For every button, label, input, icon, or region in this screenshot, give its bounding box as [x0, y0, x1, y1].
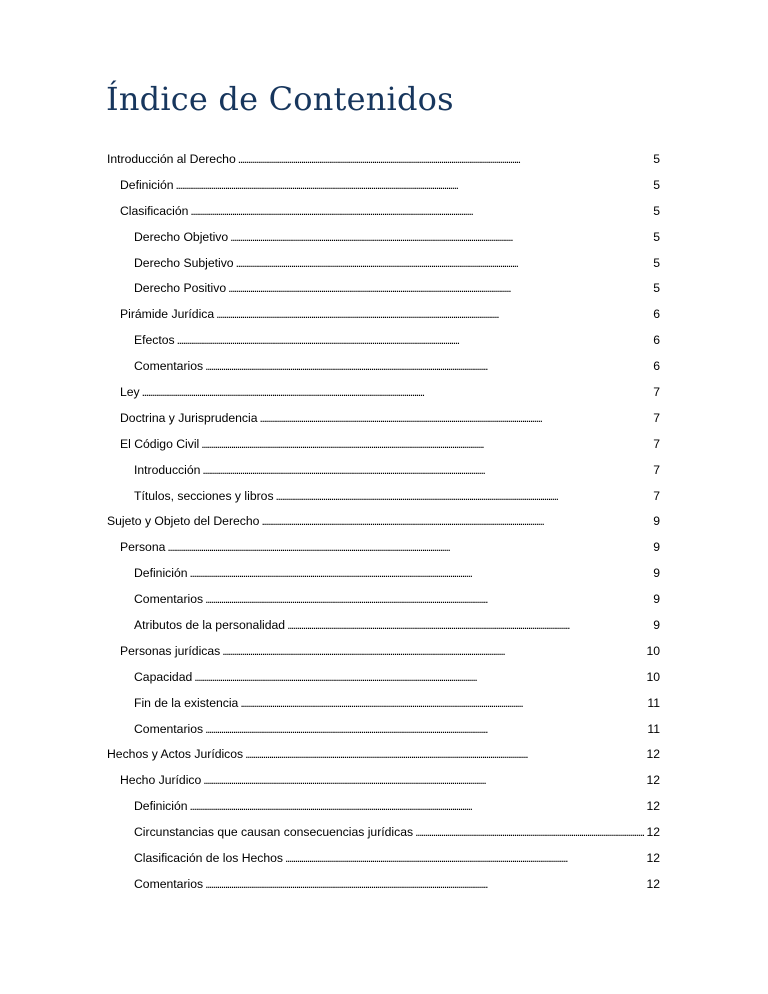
- dot-leader: [287, 613, 651, 639]
- toc-entry[interactable]: [0, 199, 660, 225]
- toc-entry[interactable]: [0, 587, 660, 613]
- toc-entry[interactable]: [0, 613, 660, 639]
- toc-page-number[interactable]: 7: [653, 385, 660, 400]
- toc-page-number[interactable]: 6: [653, 333, 660, 348]
- toc-entry-text[interactable]: Comentarios: [134, 876, 204, 891]
- toc-entry[interactable]: [0, 276, 660, 302]
- toc-page-number[interactable]: 7: [653, 436, 660, 451]
- toc-entry[interactable]: [0, 742, 660, 768]
- toc-page-number[interactable]: 10: [646, 643, 660, 658]
- dot-leader: [202, 458, 651, 484]
- toc-entry[interactable]: [0, 225, 660, 251]
- toc-entry-text[interactable]: Comentarios: [134, 721, 204, 736]
- toc-entry[interactable]: [0, 380, 660, 406]
- toc-entry[interactable]: [0, 872, 660, 898]
- toc-page-number[interactable]: 9: [653, 592, 660, 607]
- toc-entry[interactable]: [0, 484, 660, 510]
- toc-entry[interactable]: [0, 432, 660, 458]
- dot-leader: [176, 173, 652, 199]
- toc-entry[interactable]: [0, 561, 660, 587]
- toc-page-number[interactable]: 12: [646, 876, 660, 891]
- toc-page-number[interactable]: 11: [647, 695, 660, 710]
- toc-entry[interactable]: [0, 406, 660, 432]
- toc-entry-text[interactable]: Persona: [120, 540, 166, 555]
- toc-entry-text[interactable]: Pirámide Jurídica: [120, 307, 215, 322]
- toc-page-number[interactable]: 12: [646, 799, 660, 814]
- toc-entry-text[interactable]: Definición: [134, 566, 188, 581]
- toc-page-number[interactable]: 7: [653, 410, 660, 425]
- dot-leader: [228, 276, 651, 302]
- toc-page-number[interactable]: 12: [646, 825, 660, 840]
- toc-entry-text[interactable]: Introducción: [134, 462, 201, 477]
- toc-entry-text[interactable]: Circunstancias que causan consecuencias jurídicas: [134, 825, 414, 840]
- table-of-contents: [0, 147, 768, 898]
- toc-entry-text[interactable]: Sujeto y Objeto del Derecho: [107, 514, 260, 529]
- toc-entry[interactable]: [0, 794, 660, 820]
- toc-page-number[interactable]: 9: [653, 618, 660, 633]
- dot-leader: [245, 742, 644, 768]
- toc-page-number[interactable]: 12: [646, 747, 660, 762]
- toc-page-number[interactable]: 5: [653, 255, 660, 270]
- dot-leader: [261, 509, 651, 535]
- dot-leader: [415, 820, 644, 846]
- toc-entry-text[interactable]: Comentarios: [134, 359, 204, 374]
- toc-entry[interactable]: [0, 458, 660, 484]
- dot-leader: [260, 406, 652, 432]
- dot-leader: [167, 535, 651, 561]
- dot-leader: [236, 251, 652, 277]
- toc-entry[interactable]: [0, 354, 660, 380]
- dot-leader: [222, 639, 644, 665]
- toc-entry-text[interactable]: Derecho Subjetivo: [134, 255, 234, 270]
- toc-page-number[interactable]: 5: [653, 177, 660, 192]
- dot-leader: [216, 302, 651, 328]
- toc-entry-text[interactable]: Derecho Objetivo: [134, 229, 229, 244]
- toc-page-number[interactable]: 5: [653, 152, 660, 166]
- dot-leader: [190, 561, 652, 587]
- toc-entry[interactable]: [0, 717, 660, 743]
- dot-leader: [238, 147, 652, 173]
- dot-leader: [190, 794, 645, 820]
- toc-page-number[interactable]: 9: [653, 566, 660, 581]
- toc-page-number[interactable]: 6: [653, 359, 660, 374]
- toc-entry[interactable]: [0, 691, 660, 717]
- toc-entry[interactable]: [0, 173, 660, 199]
- dot-leader: [190, 199, 651, 225]
- toc-entry-text[interactable]: Personas jurídicas: [120, 643, 221, 658]
- toc-entry[interactable]: [0, 665, 660, 691]
- dot-leader: [142, 380, 652, 406]
- toc-entry[interactable]: [0, 846, 660, 872]
- toc-page-number[interactable]: 11: [647, 721, 660, 736]
- dot-leader: [205, 354, 651, 380]
- toc-page-number[interactable]: 12: [646, 773, 660, 788]
- toc-entry-text[interactable]: Hecho Jurídico: [120, 773, 202, 788]
- toc-entry-text[interactable]: Fin de la existencia: [134, 695, 239, 710]
- dot-leader: [205, 872, 644, 898]
- toc-entry-text[interactable]: Introducción al Derecho: [107, 152, 236, 166]
- toc-page-number[interactable]: 5: [653, 281, 660, 296]
- toc-entry-text[interactable]: Capacidad: [134, 669, 193, 684]
- toc-page-number[interactable]: 9: [653, 514, 660, 529]
- toc-entry-text[interactable]: Clasificación: [120, 203, 189, 218]
- dot-leader: [194, 665, 644, 691]
- dot-leader: [276, 484, 652, 510]
- toc-entry-text[interactable]: Ley: [120, 385, 140, 400]
- title-divider: [106, 136, 662, 137]
- dot-leader: [177, 328, 652, 354]
- toc-page-number[interactable]: 12: [646, 851, 660, 866]
- toc-entry-text[interactable]: Títulos, secciones y libros: [134, 488, 274, 503]
- toc-entry-text[interactable]: Comentarios: [134, 592, 204, 607]
- toc-page-number[interactable]: 9: [653, 540, 660, 555]
- toc-entry[interactable]: [0, 328, 660, 354]
- toc-entry-text[interactable]: Atributos de la personalidad: [134, 618, 286, 633]
- toc-entry[interactable]: [0, 768, 660, 794]
- toc-page-number[interactable]: 5: [653, 203, 660, 218]
- toc-title: Índice de Contenidos: [106, 80, 454, 118]
- toc-entry-text[interactable]: Doctrina y Jurisprudencia: [120, 410, 258, 425]
- toc-entry[interactable]: [0, 302, 660, 328]
- toc-entry[interactable]: [0, 820, 660, 846]
- toc-entry[interactable]: [0, 251, 660, 277]
- dot-leader: [205, 587, 651, 613]
- dot-leader: [230, 225, 651, 251]
- toc-page-number[interactable]: 10: [646, 669, 660, 684]
- toc-entry-text[interactable]: Hechos y Actos Jurídicos: [107, 747, 244, 762]
- toc-entry-text[interactable]: Clasificación de los Hechos: [134, 851, 284, 866]
- toc-entry[interactable]: [0, 535, 660, 561]
- toc-page-number[interactable]: 7: [653, 488, 660, 503]
- toc-entry-text[interactable]: Efectos: [134, 333, 175, 348]
- dot-leader: [285, 846, 644, 872]
- dot-leader: [203, 768, 644, 794]
- toc-page-number[interactable]: 5: [653, 229, 660, 244]
- toc-entry[interactable]: [0, 147, 660, 173]
- toc-entry-text[interactable]: Definición: [134, 799, 188, 814]
- toc-entry[interactable]: [0, 509, 660, 535]
- toc-entry-text[interactable]: El Código Civil: [120, 436, 200, 451]
- dot-leader: [240, 691, 645, 717]
- toc-entry[interactable]: [0, 639, 660, 665]
- toc-entry-text[interactable]: Derecho Positivo: [134, 281, 227, 296]
- toc-entry-text[interactable]: Definición: [120, 177, 174, 192]
- toc-page-number[interactable]: 7: [653, 462, 660, 477]
- toc-page-number[interactable]: 6: [653, 307, 660, 322]
- dot-leader: [205, 717, 645, 743]
- dot-leader: [201, 432, 651, 458]
